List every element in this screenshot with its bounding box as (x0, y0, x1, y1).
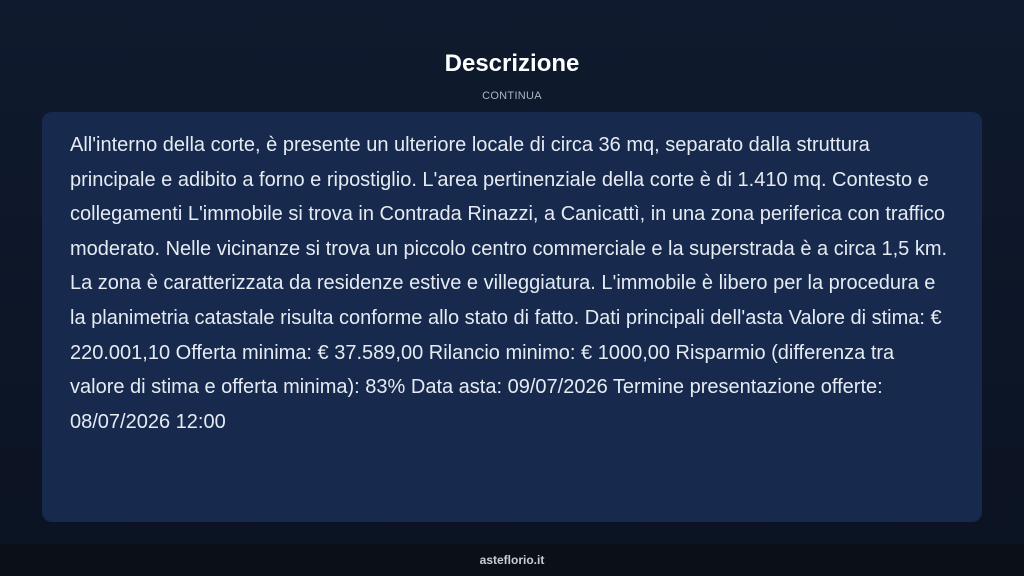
description-text: All'interno della corte, è presente un ulteriore locale di circa 36 mq, separato dalla struttura principale e adibito a forno e ripostiglio. L'area pertinenziale della corte è di 1.410 mq. Contesto e collegamenti L'immobile si trova in Contrada Rinazzi, a Canicattì, in una zona periferica con traffico moderato. Nelle vicinanze si trova un piccolo centro commerciale e la superstrada è a circa 1,5 km. La zona è caratterizzata da residenze estive e villeggiatura. L'immobile è libero per la procedura e la planimetria catastale risulta conforme allo stato di fatto. Dati principali dell'asta Valore di stima: € 220.001,10 Offerta minima: € 37.589,00 Rilancio minimo: € 1000,00 Risparmio (differenza tra valore di stima e offerta minima): 83% Data asta: 09/07/2026 Termine presentazione offerte: 08/07/2026 12:00 (70, 134, 948, 433)
footer-bar (0, 544, 1024, 576)
footer-domain: asteflorio.it (479, 553, 545, 567)
page-title: Descrizione (444, 50, 580, 77)
description-card (42, 112, 982, 522)
continue-label: CONTINUA (482, 90, 542, 102)
